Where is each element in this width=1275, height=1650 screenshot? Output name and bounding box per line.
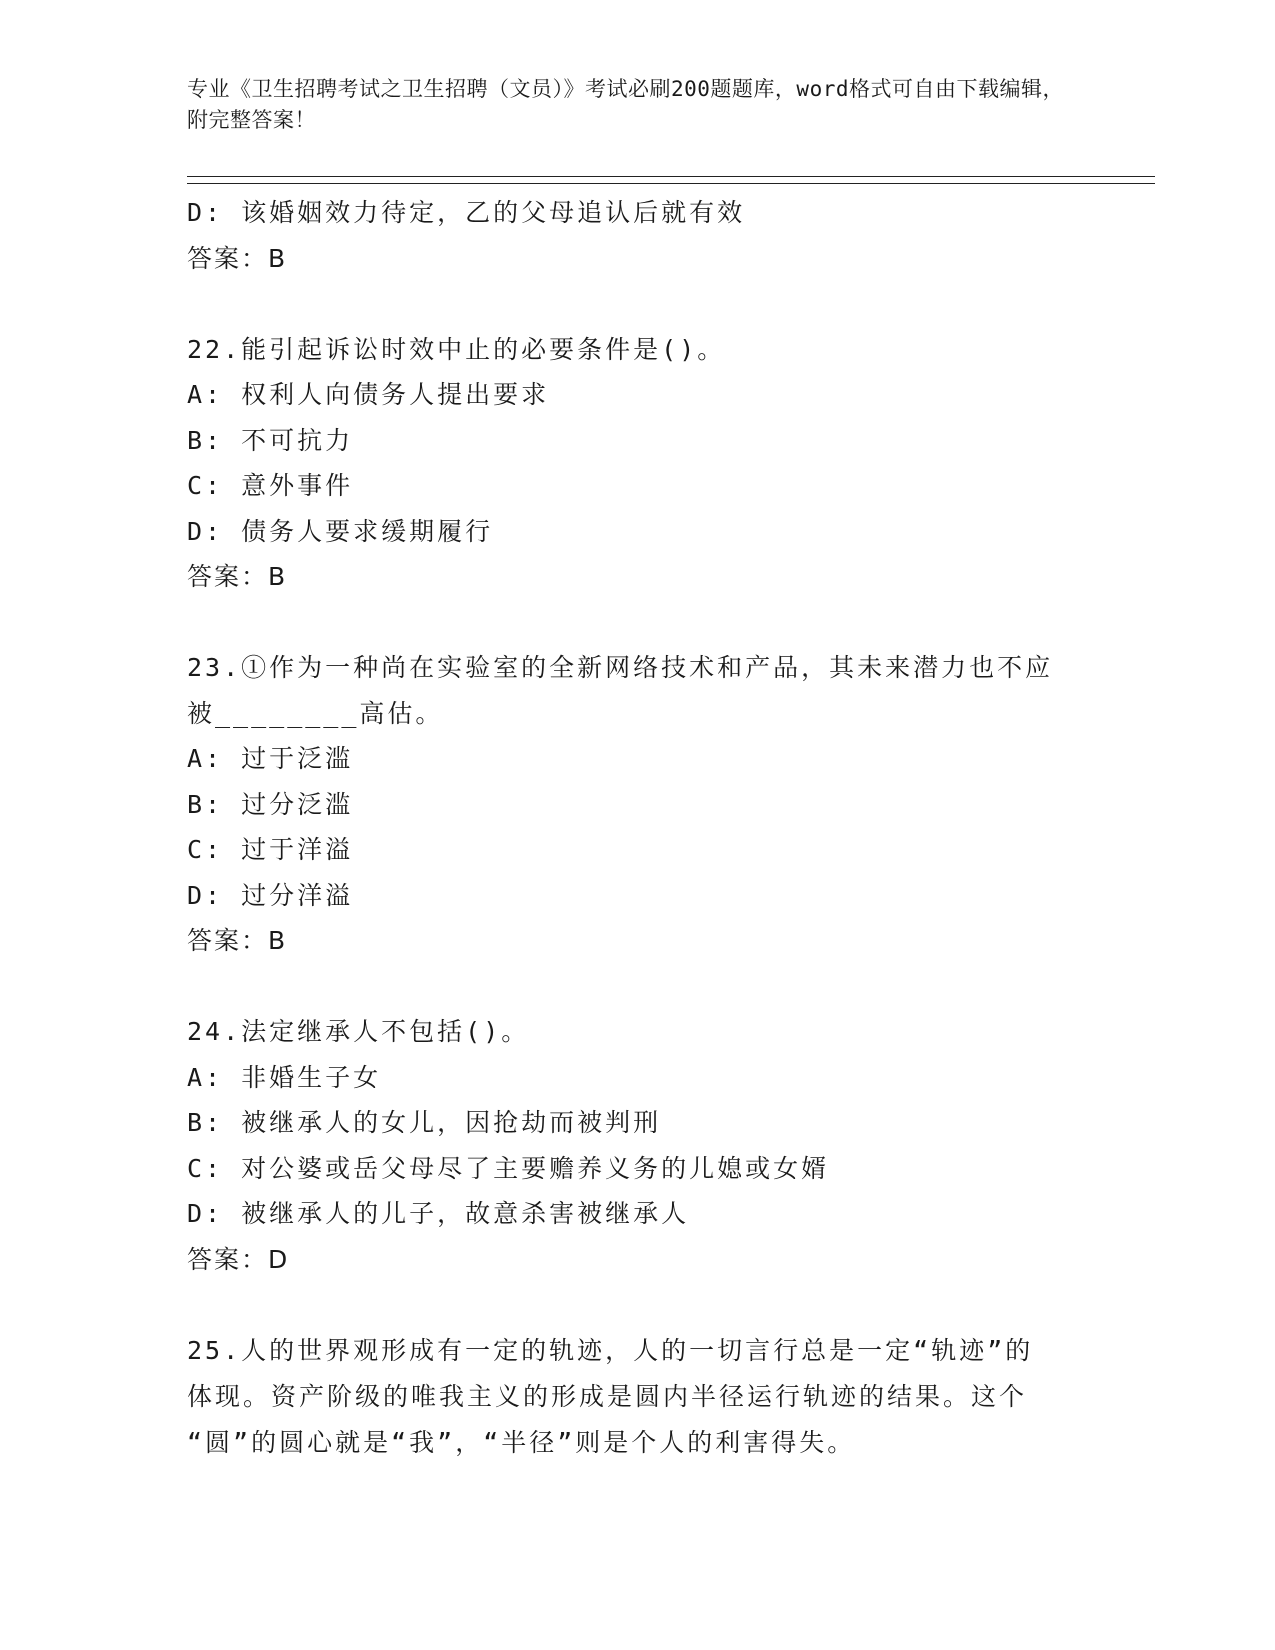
header-rule-bottom	[187, 183, 1155, 184]
question-stem-line1: 23.①作为一种尚在实验室的全新网络技术和产品，其未来潜力也不应	[187, 653, 1054, 682]
option-d: D: 过分洋溢	[187, 880, 354, 910]
question-22	[187, 327, 1087, 600]
question-stem-line3: “圆”的圆心就是“我”，“半径”则是个人的利害得失。	[187, 1427, 856, 1457]
question-23	[187, 645, 1087, 964]
question-stem-line2: 体现。资产阶级的唯我主义的形成是圆内半径运行轨迹的结果。这个	[187, 1381, 1028, 1411]
question-content	[187, 190, 1087, 1466]
answer-line: 答案：D	[187, 1244, 290, 1274]
question-stem: 24.法定继承人不包括()。	[187, 1017, 530, 1046]
answer-line: 答案：B	[187, 926, 288, 955]
option-b: B: 被继承人的女儿，因抢劫而被判刑	[187, 1108, 662, 1137]
option-c: C: 对公婆或岳父母尽了主要赡养义务的儿媳或女婿	[187, 1153, 830, 1183]
option-a: A: 过于泛滥	[187, 744, 354, 773]
answer-line: 答案：B	[187, 562, 288, 591]
option-c: C: 意外事件	[187, 471, 354, 500]
option-d: D: 被继承人的儿子，故意杀害被继承人	[187, 1199, 690, 1228]
document-header: 专业《卫生招聘考试之卫生招聘（文员）》考试必刷200题题库，word格式可自由下载编辑，附完整答案！	[187, 77, 1064, 132]
option-b: B: 不可抗力	[187, 425, 354, 455]
question-24	[187, 1009, 1087, 1282]
option-d: D: 债务人要求缓期履行	[187, 516, 494, 546]
question-stem-line1: 25.人的世界观形成有一定的轨迹，人的一切言行总是一定“轨迹”的	[187, 1335, 1034, 1365]
spacer	[187, 964, 1087, 1010]
spacer	[187, 1282, 1087, 1328]
answer-line: 答案：B	[187, 243, 288, 273]
header-rule-top	[187, 176, 1155, 177]
option-a: A: 非婚生子女	[187, 1062, 382, 1092]
option-b: B: 过分泛滥	[187, 789, 354, 819]
prev-question-block	[187, 190, 1087, 281]
question-25	[187, 1328, 1087, 1466]
option-c: C: 过于洋溢	[187, 835, 354, 864]
question-stem-line2: 被________高估。	[187, 698, 444, 728]
spacer	[187, 600, 1087, 646]
option-a: A: 权利人向债务人提出要求	[187, 380, 550, 409]
spacer	[187, 281, 1087, 327]
option-d: D: 该婚姻效力待定，乙的父母追认后就有效	[187, 198, 746, 227]
question-stem: 22.能引起诉讼时效中止的必要条件是()。	[187, 334, 726, 364]
